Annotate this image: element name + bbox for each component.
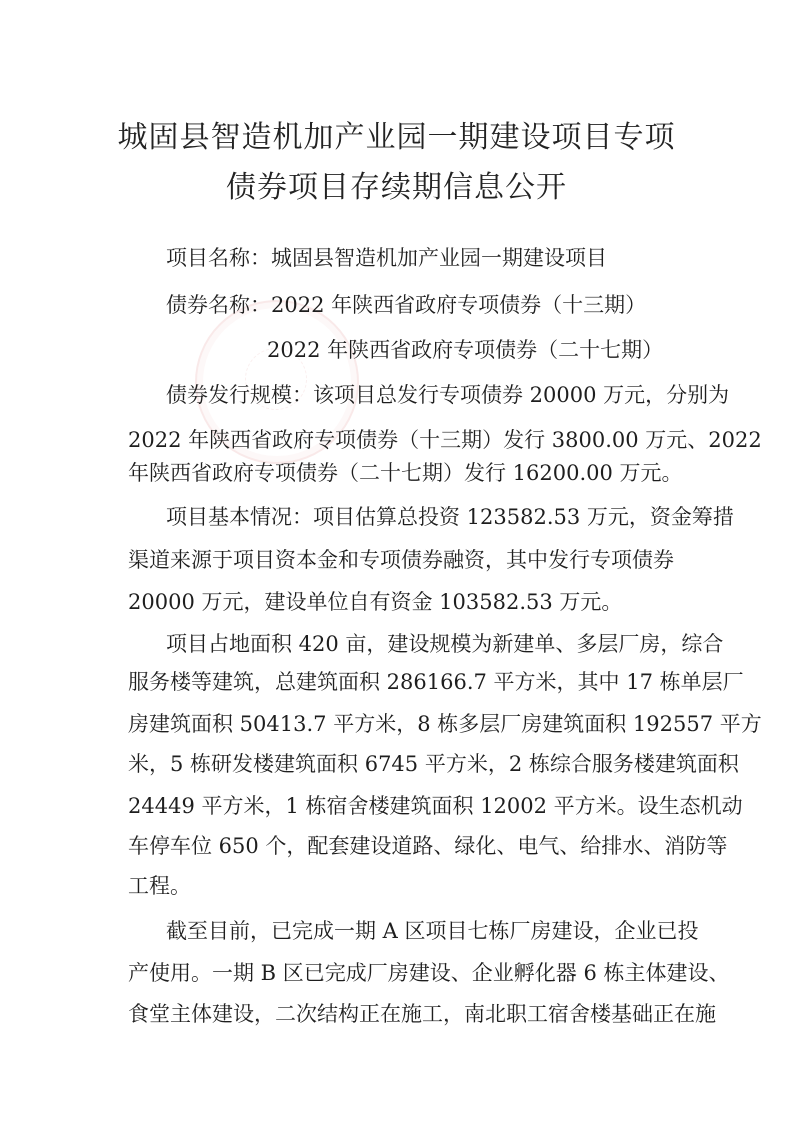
project-basic-line-2: 渠道来源于项目资本金和专项债券融资，其中发行专项债券: [128, 548, 674, 572]
bond-scale-line-1: 债券发行规模：该项目总发行专项债券 20000 万元，分别为: [166, 383, 730, 407]
project-name-line: 项目名称：城固县智造机加产业园一期建设项目: [166, 246, 607, 270]
project-area-line-7: 工程。: [128, 874, 191, 898]
document-title-line-1: 城固县智造机加产业园一期建设项目专项: [117, 120, 676, 155]
project-area-line-1: 项目占地面积 420 亩，建设规模为新建单、多层厂房，综合: [166, 632, 724, 656]
progress-line-3: 食堂主体建设，二次结构正在施工，南北职工宿舍楼基础正在施: [128, 1002, 716, 1026]
bond-scale-line-2: 2022 年陕西省政府专项债券（十三期）发行 3800.00 万元、2022: [128, 428, 762, 452]
project-area-line-3: 房建筑面积 50413.7 平方米，8 栋多层厂房建筑面积 192557 平方: [128, 712, 762, 736]
project-area-line-2: 服务楼等建筑，总建筑面积 286166.7 平方米，其中 17 栋单层厂: [128, 670, 744, 694]
project-area-line-6: 车停车位 650 个，配套建设道路、绿化、电气、给排水、消防等: [128, 834, 728, 858]
project-area-line-4: 米，5 栋研发楼建筑面积 6745 平方米，2 栋综合服务楼建筑面积: [128, 752, 739, 776]
progress-line-2: 产使用。一期 B 区已完成厂房建设、企业孵化器 6 栋主体建设、: [128, 961, 730, 985]
project-basic-line-3: 20000 万元，建设单位自有资金 103582.53 万元。: [128, 590, 623, 614]
bond-name-line-2: 2022 年陕西省政府专项债券（二十七期）: [267, 338, 664, 362]
progress-line-1: 截至目前，已完成一期 A 区项目七栋厂房建设，企业已投: [166, 919, 699, 943]
bond-scale-line-3: 年陕西省政府专项债券（二十七期）发行 16200.00 万元。: [128, 461, 683, 485]
project-area-line-5: 24449 平方米，1 栋宿舍楼建筑面积 12002 平方米。设生态机动: [128, 794, 743, 818]
project-basic-line-1: 项目基本情况：项目估算总投资 123582.53 万元，资金筹措: [166, 505, 734, 529]
bond-name-line: 债券名称：2022 年陕西省政府专项债券（十三期）: [166, 293, 647, 317]
document-title-line-2: 债券项目存续期信息公开: [226, 170, 567, 205]
